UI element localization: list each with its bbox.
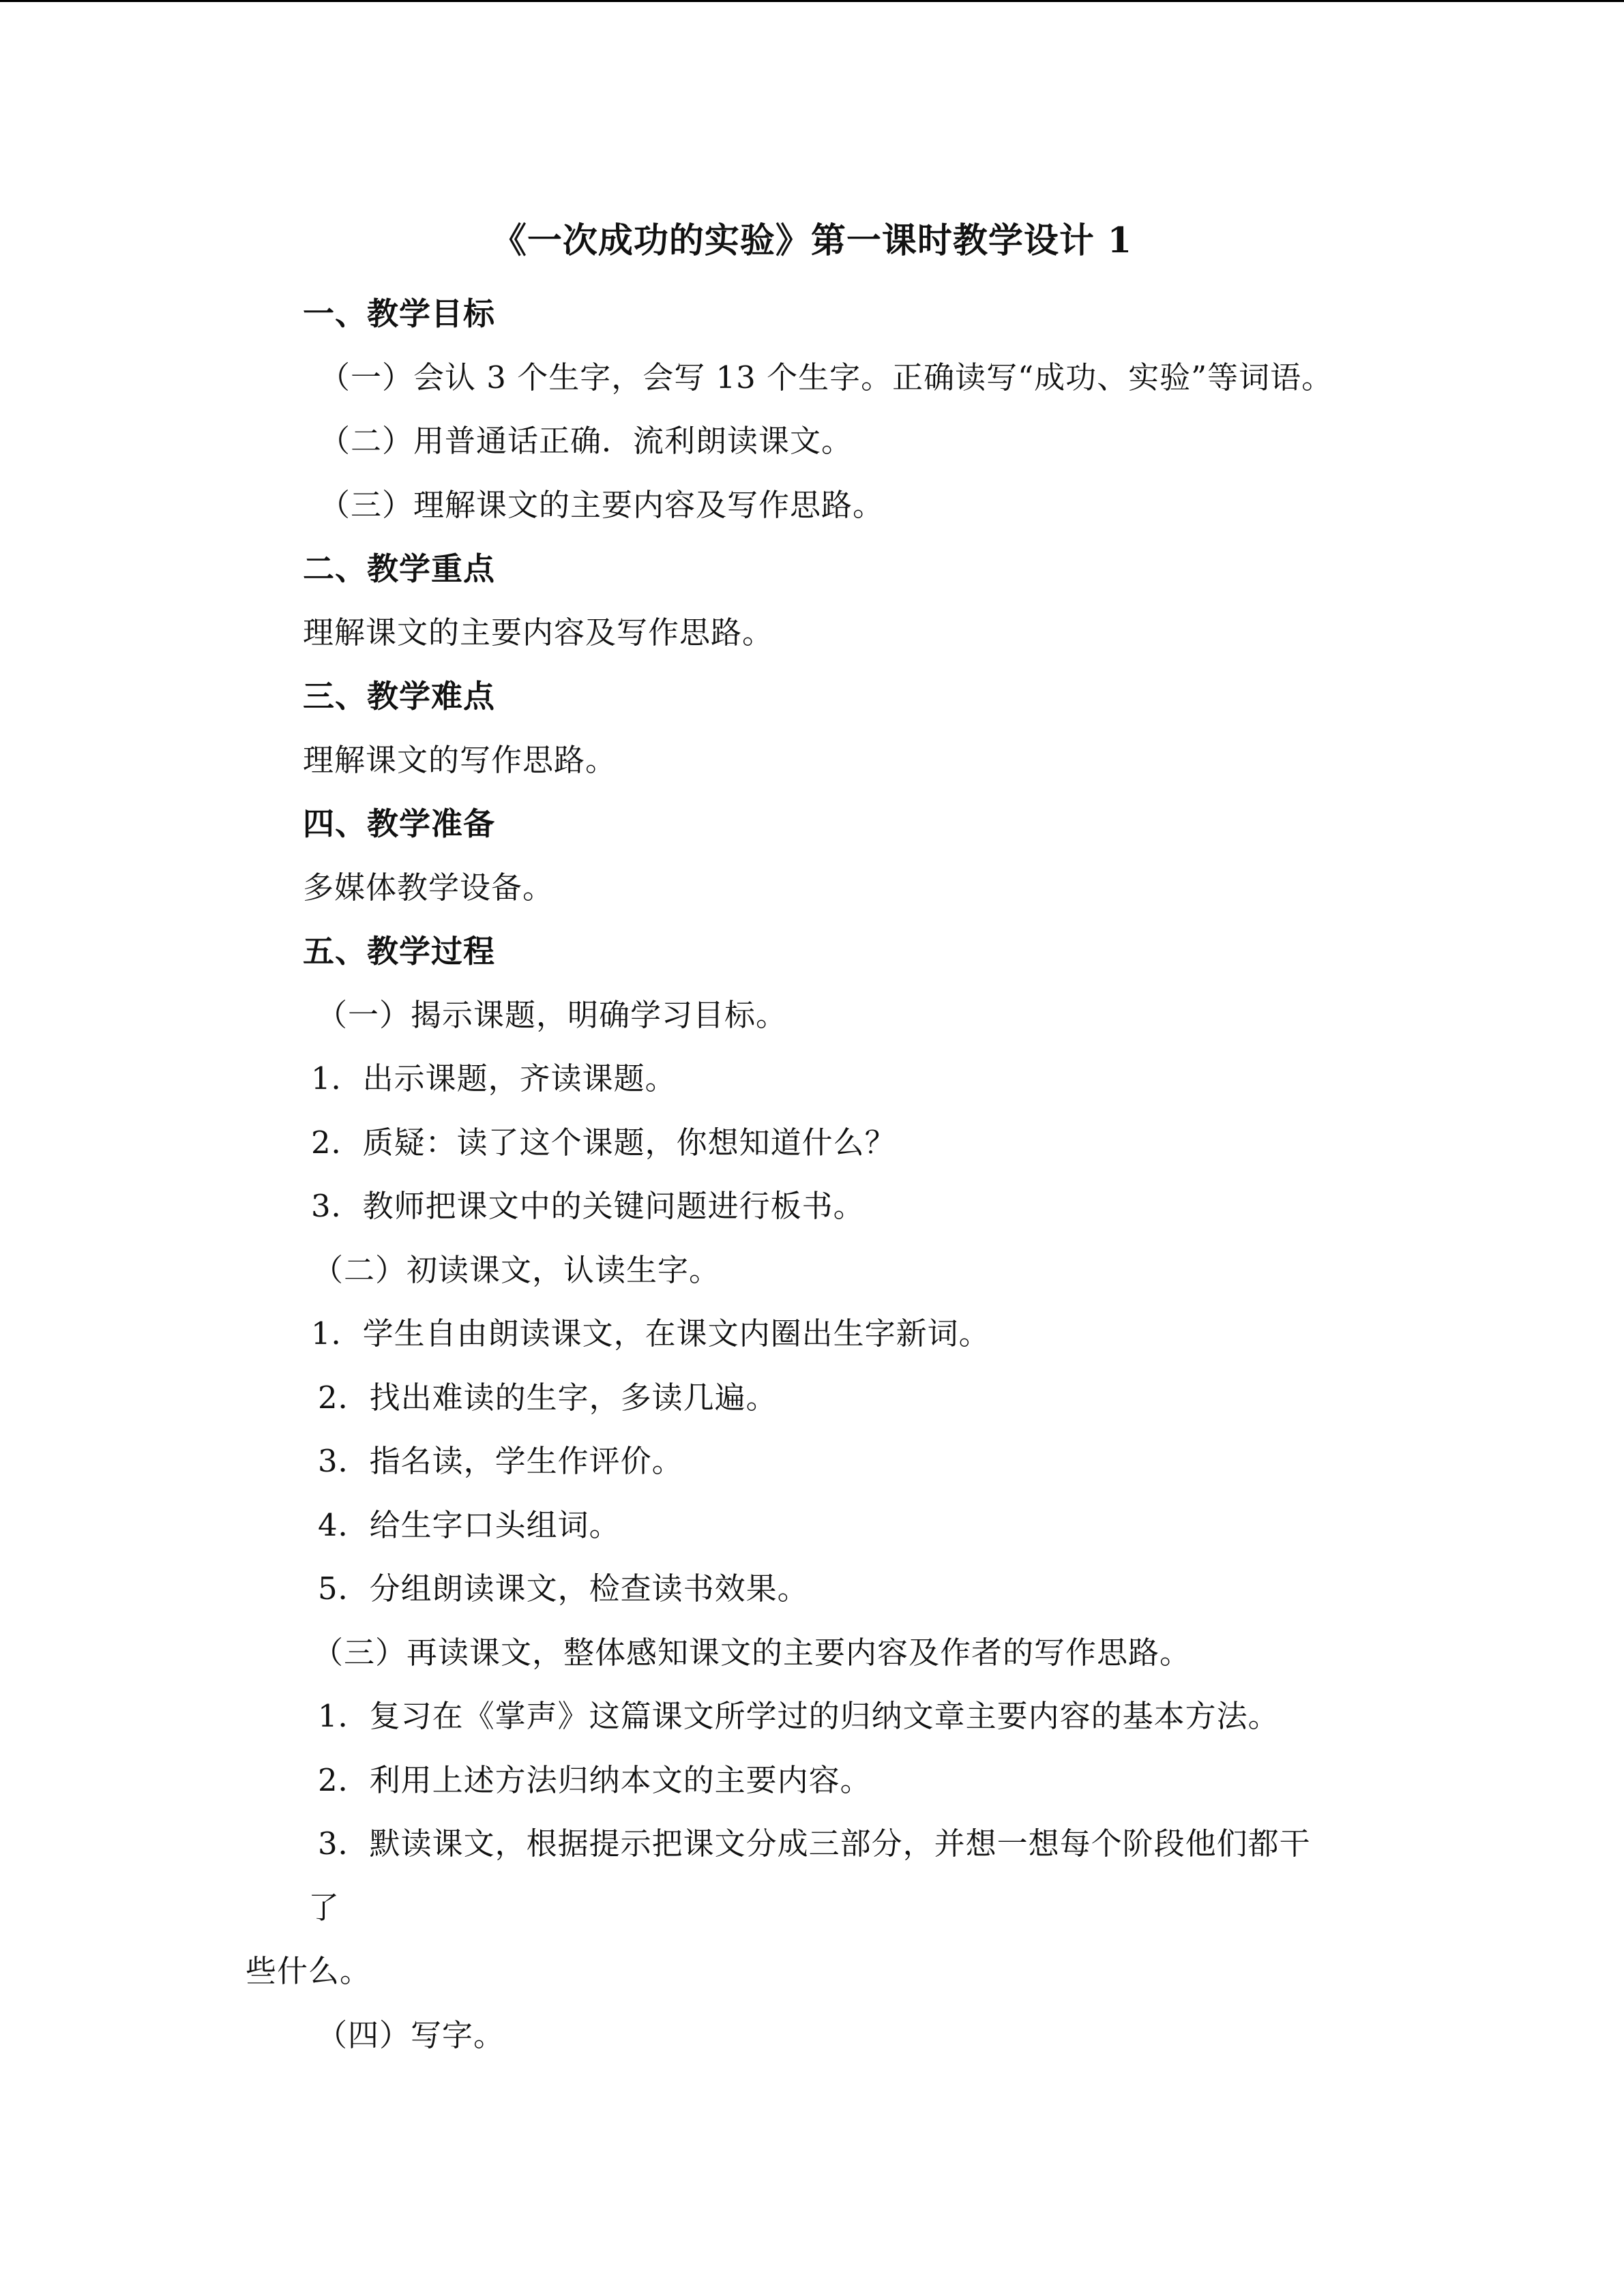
process-step-2-item-2: 2．找出难读的生字，多读几遍。 — [318, 1380, 778, 1416]
process-step-1-item-1: 1．出示课题，齐读课题。 — [311, 1060, 677, 1097]
process-step-3-item-1: 1．复习在《掌声》这篇课文所学过的归纳文章主要内容的基本方法。 — [318, 1698, 1280, 1734]
process-step-3-item-3: 3．默读课文，根据提示把课文分成三部分，并想一想每个阶段他们都干 — [318, 1825, 1311, 1862]
section-heading-preparation: 四、教学准备 — [303, 805, 495, 842]
process-step-2-item-4: 4．给生字口头组词。 — [318, 1507, 621, 1543]
preparation-text: 多媒体教学设备。 — [303, 869, 555, 906]
process-step-1-item-2: 2．质疑：读了这个课题，你想知道什么？ — [311, 1124, 896, 1161]
section-heading-objectives: 一、教学目标 — [303, 295, 495, 332]
process-step-1-item-3: 3．教师把课文中的关键问题进行板书。 — [311, 1188, 865, 1224]
section-heading-key-points: 二、教学重点 — [303, 550, 495, 587]
process-step-3-wrap-2: 些什么。 — [246, 1953, 372, 1989]
process-step-3-title: （三）再读课文，整体感知课文的主要内容及作者的写作思路。 — [312, 1635, 1192, 1671]
objective-item-2: （二）用普通话正确．流利朗读课文。 — [319, 423, 853, 459]
process-step-2-item-3: 3．指名读，学生作评价。 — [318, 1443, 683, 1479]
objective-item-1: （一）会认 3 个生字，会写 13 个生字。正确读写“成功、实验”等词语。 — [319, 359, 1333, 396]
process-step-2-item-1: 1．学生自由朗读课文，在课文内圈出生字新词。 — [311, 1315, 990, 1352]
key-points-text: 理解课文的主要内容及写作思路。 — [303, 614, 774, 651]
page-top-border — [0, 0, 1624, 2]
process-step-4-title: （四）写字。 — [316, 2017, 505, 2053]
process-step-2-item-5: 5．分组朗读课文，检查读书效果。 — [318, 1570, 809, 1607]
process-step-3-item-2: 2．利用上述方法归纳本文的主要内容。 — [318, 1762, 872, 1798]
process-step-3-wrap-1: 了 — [308, 1890, 340, 1926]
section-heading-process: 五、教学过程 — [303, 933, 495, 970]
document-title: 《一次成功的实验》第一课时教学设计 1 — [491, 220, 1133, 261]
section-heading-difficulties: 三、教学难点 — [303, 678, 495, 715]
objective-item-3: （三）理解课文的主要内容及写作思路。 — [319, 487, 885, 523]
process-step-1-title: （一）揭示课题，明确学习目标。 — [316, 997, 788, 1033]
difficulties-text: 理解课文的写作思路。 — [303, 742, 617, 778]
process-step-2-title: （二）初读课文，认读生字。 — [312, 1252, 721, 1288]
